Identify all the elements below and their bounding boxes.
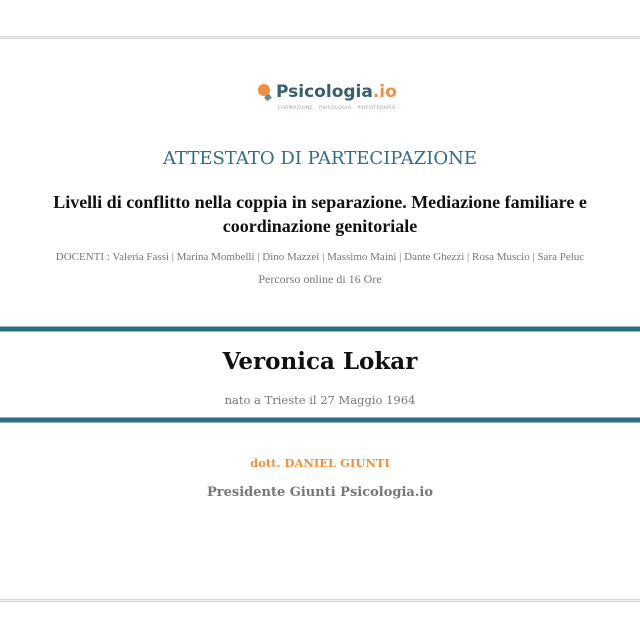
course-info: Percorso online di 16 Ore (258, 272, 382, 286)
logo-text: Psicologia.io (276, 82, 397, 102)
course-title-line1: Livelli di conflitto nella coppia in separazione. Mediazione familiare e (53, 192, 587, 212)
bottom-border (0, 599, 640, 602)
certificate-heading: ATTESTATO DI PARTECIPAZIONE (162, 148, 478, 169)
lightbulb-base-icon (264, 94, 272, 102)
course-block (10, 190, 630, 318)
logo-tagline: FORMAZIONE · PSICOLOGIA · PSICOTERAPIA (278, 106, 396, 111)
recipient-birth: nato a Trieste il 27 Maggio 1964 (224, 393, 416, 407)
signer-name: dott. DANIEL GIUNTI (250, 456, 390, 470)
divider-top (0, 326, 640, 332)
divider-bottom (0, 417, 640, 423)
top-border (0, 36, 640, 39)
signer-role: Presidente Giunti Psicologia.io (207, 485, 433, 500)
logo (256, 82, 396, 116)
teachers-list: DOCENTI : Valeria Fassi | Marina Mombelli | Dino Mazzei | Massimo Maini | Dante Ghezzi | Rosa Muscio | Sara Peluc (55, 251, 585, 263)
course-title-line2: coordinazione genitoriale (222, 216, 418, 236)
recipient-name: Veronica Lokar (222, 348, 418, 375)
